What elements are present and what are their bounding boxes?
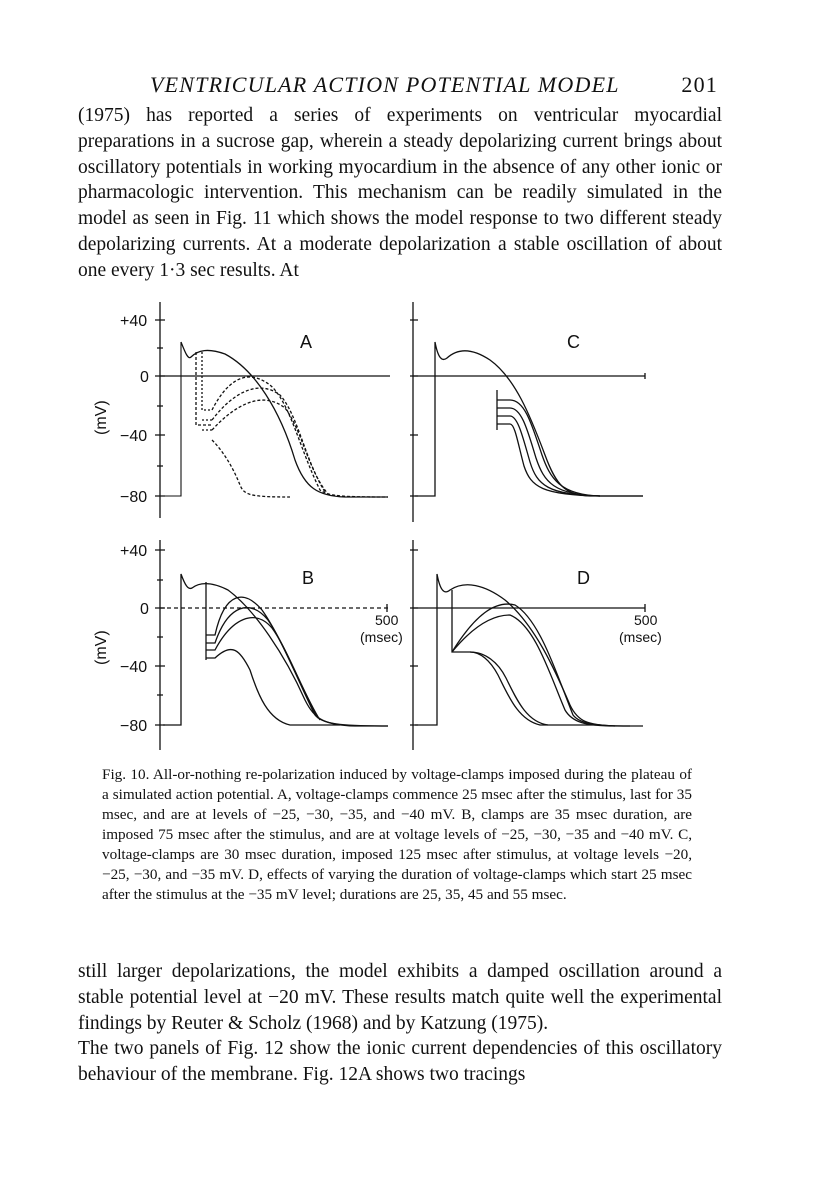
figure-caption — [102, 765, 692, 905]
panel-b-tick-minus40: −40 — [120, 659, 148, 676]
running-head — [78, 72, 718, 102]
panel-a-tick-minus40: −40 — [120, 428, 148, 445]
figure-10-plot — [0, 290, 816, 760]
panel-b-tick-plus40: +40 — [120, 543, 148, 560]
caption-text: All-or-nothing re-polarization induced by voltage-clamps imposed during the plateau of a simulated action potential. A, voltage-clamps commence 25 msec after the stimulus, last for 35 msec, and are at levels of −25, −30, −35, and −40 mV. B, clamps are 35 msec duration, are imposed 75 msec after the stimulus, and are at voltage levels of −25, −30, −35 and −40 mV. C, voltage-clamps are 30 msec duration, imposed 125 msec after stimulus, at voltage levels −20, −25, −30, and −35 mV. D, effects of varying the duration of voltage-clamps which start 25 msec after the stimulus at the −35 mV level; durations are 25, 35, 45 and 55 msec. — [102, 766, 692, 903]
panel-a-y-axis-label: (mV) — [93, 400, 110, 435]
body-paragraph-bottom-2: The two panels of Fig. 12 show the ionic current dependencies of this oscillatory behaviour of the membrane. Fig. 12A shows two tracings — [78, 1038, 722, 1086]
page-number: 201 — [681, 72, 718, 97]
panel-b-scale-value: 500 — [375, 612, 399, 628]
figure-10 — [0, 290, 816, 760]
panel-d-scale-unit: (msec) — [619, 629, 662, 645]
panel-d-traces — [410, 540, 645, 750]
panel-b-tick-0: 0 — [140, 601, 149, 618]
panel-b-traces — [155, 540, 390, 750]
panel-letter-a: A — [300, 332, 313, 352]
panel-a-traces — [155, 302, 390, 518]
panel-b-y-axis-label: (mV) — [93, 630, 110, 665]
running-head-title: VENTRICULAR ACTION POTENTIAL MODEL — [150, 72, 620, 97]
panel-letter-c: C — [567, 332, 580, 352]
panel-a-tick-0: 0 — [140, 369, 149, 386]
panel-c-traces — [410, 302, 645, 522]
panel-letter-b: B — [302, 568, 315, 588]
body-paragraph-bottom-1: still larger depolarizations, the model exhibits a damped oscillation around a stable potential level at −20 mV. These results match quite well the experimental findings by Reuter & Scholz (1968) and by Katzung (1975). — [78, 961, 722, 1034]
panel-letter-d: D — [577, 568, 590, 588]
panel-b-scale-unit: (msec) — [360, 629, 403, 645]
panel-a-tick-plus40: +40 — [120, 313, 148, 330]
body-text-bottom — [78, 959, 722, 1088]
panel-d-scale-value: 500 — [634, 612, 658, 628]
body-paragraph-top: (1975) has reported a series of experiments on ventricular myocardial preparations in a sucrose gap, wherein a steady depolarizing current brings about oscillatory potentials in working myocardium in the absence of any other ionic or pharmacologic intervention. This mechanism can be readily simulated in the model as seen in Fig. 11 which shows the model response to two different steady depolarizing currents. At a moderate depolarization a stable oscillation of about one every 1·3 sec results. At — [78, 105, 722, 281]
caption-label: Fig. 10. — [102, 766, 150, 783]
panel-a-tick-minus80: −80 — [120, 489, 148, 506]
panel-b-tick-minus80: −80 — [120, 718, 148, 735]
